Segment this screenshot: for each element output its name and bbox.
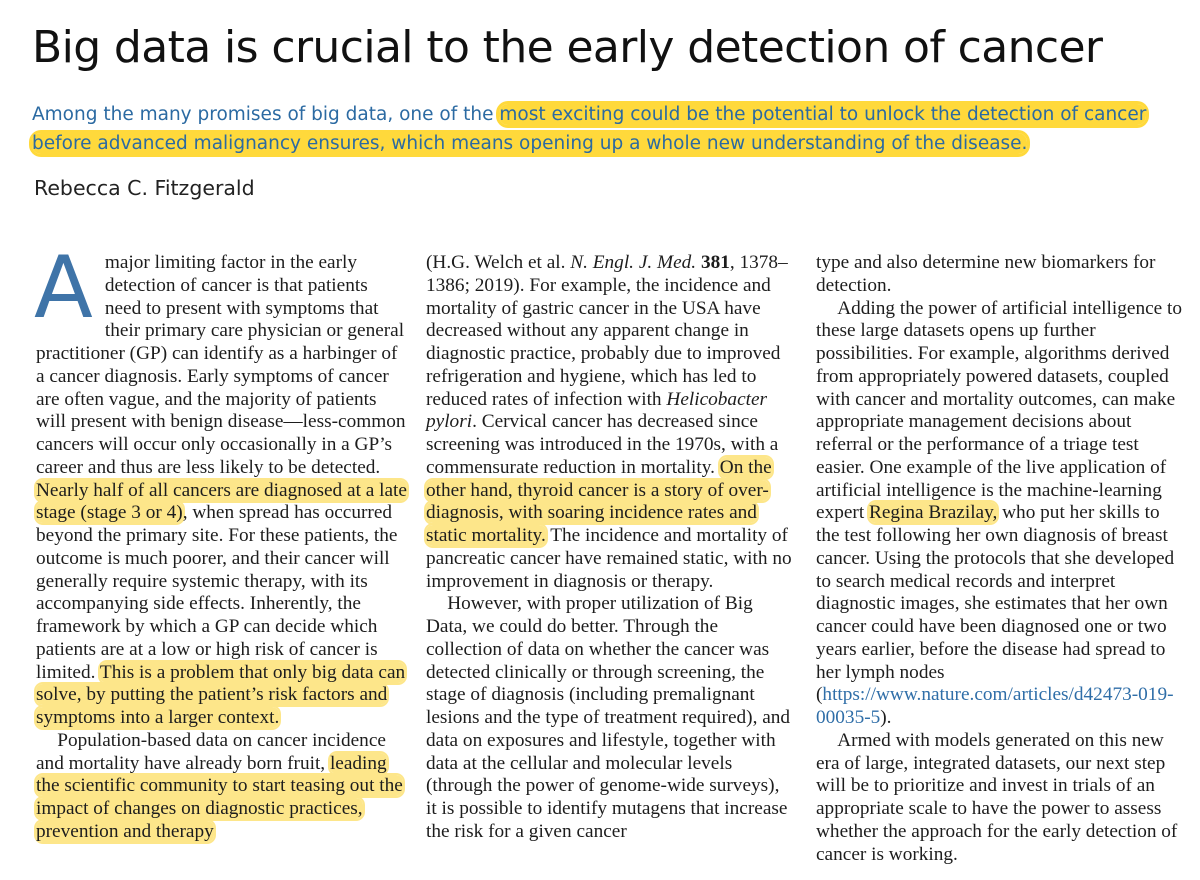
standfirst-text: Among the many promises of big data, one of the	[32, 104, 500, 125]
highlight-thyroid: On the other hand, thyroid cancer is a story of over-diagnosis, with soaring incidence rates and static mortality.	[426, 456, 772, 546]
highlight-regina: Regina Brazilay,	[869, 502, 998, 524]
paragraph	[36, 730, 408, 844]
paragraph-text: , 1378–1386; 2019). For example, the incidence and mortality of gastric cancer in the USA have decreased without any apparent change in diagnostic practice, probably due to improved refrigeration and hygiene, which has led to reduced rates of infection with	[426, 252, 788, 410]
paragraph-text: who put her skills to the test following her own diagnosis of breast cancer. Using the protocols that she developed to search medical records and interpret diagnostic images, she estimates that her own cancer could have been diagnosed one or two years earlier, before the disease had spread to her lymph nodes (	[816, 502, 1175, 706]
paragraph-text: , when spread has occurred beyond the primary site. For these patients, the outcome is much poorer, and their cancer will generally require systemic therapy, with its accompanying side effects. Inherently, the framework by which a GP can decide which patients are at a low or high risk of cancer is limited.	[36, 502, 398, 683]
highlight-late-stage: Nearly half of all cancers are diagnosed at a late stage (stage 3 or 4)	[36, 479, 407, 524]
paragraph	[816, 298, 1186, 730]
article-link[interactable]: https://www.nature.com/articles/d42473-019-00035-5	[816, 684, 1174, 728]
paragraph: However, with proper utilization of Big Data, we could do better. Through the collection of data on whether the cancer was detected clinically or through screening, the stage of diagnosis (including premalignant lesions and the type of treatment required), and data on exposures and lifestyle, together with data at the cellular and molecular levels (through the power of genome-wide surveys), it is possible to identify mutagens that increase the risk for a given cancer	[426, 593, 791, 842]
article-column-1	[34, 238, 408, 844]
article-standfirst	[32, 100, 1172, 158]
drop-cap: A	[34, 238, 93, 338]
highlight-scientific-community: leading the scientific community to start teasing out the impact of changes on diagnostic practices, prevention and therapy	[36, 752, 403, 842]
standfirst-highlight: most exciting could be the potential to unlock the detection of cancer before advanced malignancy ensures, which means opening up a whole new understanding of the disease.	[32, 104, 1147, 154]
highlight-big-data: This is a problem that only big data can solve, by putting the patient’s risk factors and symptoms into a larger context.	[36, 661, 406, 728]
paragraph-text: The incidence and mortality of pancreatic cancer have remained static, with no improvement in diagnosis or therapy.	[426, 525, 792, 592]
article-title: Big data is crucial to the early detection of cancer	[32, 22, 1103, 73]
paragraph-text: ).	[880, 707, 892, 728]
paragraph-text: (H.G. Welch et al.	[426, 252, 571, 273]
journal-volume: 381	[700, 252, 730, 273]
paragraph: Armed with models generated on this new era of large, integrated datasets, our next step will be to prioritize and invest in trials of an appropriate scale to have the power to assess whether the approach for the early detection of cancer is working.	[816, 729, 1178, 865]
species-name: Helicobacter pylori	[426, 388, 768, 433]
paragraph-text: Adding the power of artificial intelligence to these large datasets opens up further possibilities. For example, algorithms derived from appropriately powered datasets, coupled with cancer and mortality outcomes, can make appropriate management decisions about referral or the performance of a triage test easier. One example of the live application of artificial intelligence is the machine-learning expert	[816, 297, 1183, 524]
paragraph-text: major limiting factor in the early detection of cancer is that patients need to present with symptoms that their primary care physician or general practitioner (GP) can identify as a harbinger of a cancer diagnosis. Early symptoms of cancer are often vague, and the majority of patients will present with benign disease—less-common cancers will occur only occasionally in a GP’s career and thus are less likely to be detected.	[36, 252, 406, 478]
paragraph	[34, 238, 408, 730]
paragraph: type and also determine new biomarkers for detection.	[816, 252, 1156, 296]
paragraph-text: . Cervical cancer has decreased since screening was introduced in the 1970s, with a commensurate reduction in mortality.	[426, 411, 779, 478]
article-column-3	[816, 252, 1186, 866]
paragraph	[426, 252, 792, 593]
author-byline: Rebecca C. Fitzgerald	[34, 176, 255, 200]
paragraph-text: Population-based data on cancer incidence and mortality have already born fruit,	[36, 729, 386, 774]
article-column-2	[426, 252, 792, 844]
journal-name: N. Engl. J. Med.	[570, 252, 697, 273]
